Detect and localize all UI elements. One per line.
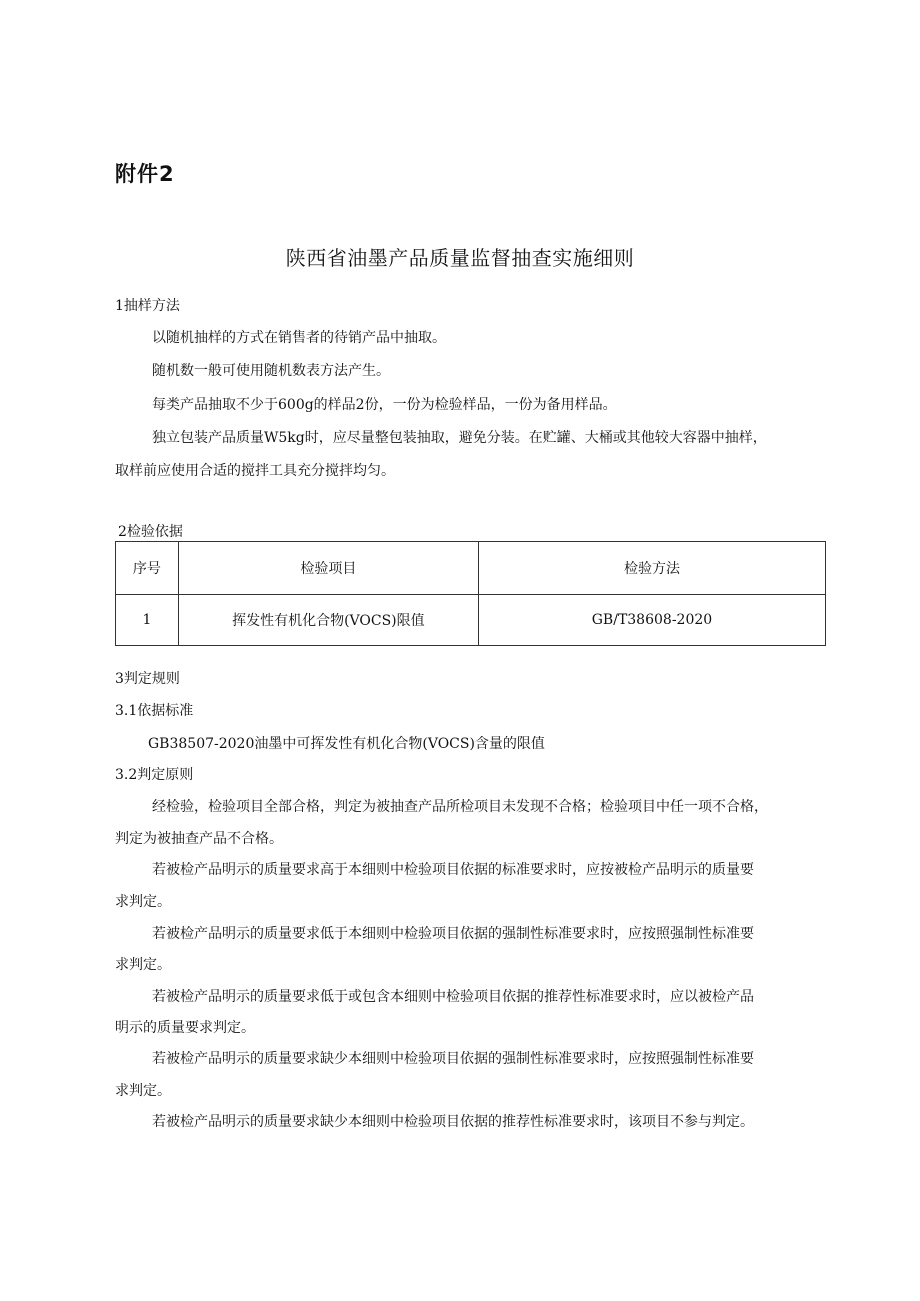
cell-inspection-method: GB/T38608-2020: [478, 595, 825, 646]
section-3-1-heading: 3.1依据标准: [115, 703, 194, 719]
header-serial-number: 序号: [116, 542, 179, 595]
sampling-paragraph-4-line-1: 独立包装产品质量W5kg时，应尽量整包装抽取，避免分装。在贮罐、大桶或其他较大容器中抽样，: [152, 430, 767, 446]
sampling-paragraph-1: 以随机抽样的方式在销售者的待销产品中抽取。: [152, 330, 446, 346]
rule-6-line-1: 若被检产品明示的质量要求缺少本细则中检验项目依据的推荐性标准要求时，该项目不参与判定。: [152, 1114, 754, 1130]
section-3-heading: 3判定规则: [115, 671, 180, 687]
sampling-paragraph-4-line-2: 取样前应使用合适的搅拌工具充分搅拌均匀。: [115, 463, 395, 479]
rule-5-line-1: 若被检产品明示的质量要求缺少本细则中检验项目依据的强制性标准要求时，应按照强制性标准要: [152, 1051, 754, 1067]
rule-3-line-1: 若被检产品明示的质量要求低于本细则中检验项目依据的强制性标准要求时，应按照强制性标准要: [152, 926, 754, 942]
rule-1-line-2: 判定为被抽查产品不合格。: [115, 831, 283, 847]
section-3-2-heading: 3.2判定原则: [115, 767, 194, 783]
document-title: 陕西省油墨产品质量监督抽查实施细则: [285, 246, 635, 270]
rule-5-line-2: 求判定。: [115, 1083, 171, 1099]
rule-2-line-1: 若被检产品明示的质量要求高于本细则中检验项目依据的标准要求时，应按被检产品明示的质量要: [152, 862, 754, 878]
sampling-paragraph-3: 每类产品抽取不少于600g的样品2份，一份为检验样品，一份为备用样品。: [152, 397, 617, 413]
standard-reference: GB38507-2020油墨中可挥发性有机化合物(VOCS)含量的限值: [148, 736, 545, 752]
table-row: [116, 595, 826, 646]
inspection-basis-table: [115, 541, 826, 646]
table-header-row: [116, 542, 826, 595]
section-2-heading: 2检验依据: [118, 524, 183, 540]
rule-2-line-2: 求判定。: [115, 894, 171, 910]
header-inspection-item: 检验项目: [178, 542, 478, 595]
section-1-heading: 1抽样方法: [115, 298, 180, 314]
rule-1-line-1: 经检验，检验项目全部合格，判定为被抽查产品所检项目未发现不合格；检验项目中任一项不合格，: [152, 799, 768, 815]
header-inspection-method: 检验方法: [478, 542, 825, 595]
attachment-label: 附件2: [115, 162, 175, 186]
cell-inspection-item: 挥发性有机化合物(VOCS)限值: [178, 595, 478, 646]
cell-serial-number: 1: [116, 595, 179, 646]
sampling-paragraph-2: 随机数一般可使用随机数表方法产生。: [152, 363, 390, 379]
rule-4-line-2: 明示的质量要求判定。: [115, 1020, 255, 1036]
rule-4-line-1: 若被检产品明示的质量要求低于或包含本细则中检验项目依据的推荐性标准要求时，应以被检产品: [152, 989, 754, 1005]
rule-3-line-2: 求判定。: [115, 957, 171, 973]
